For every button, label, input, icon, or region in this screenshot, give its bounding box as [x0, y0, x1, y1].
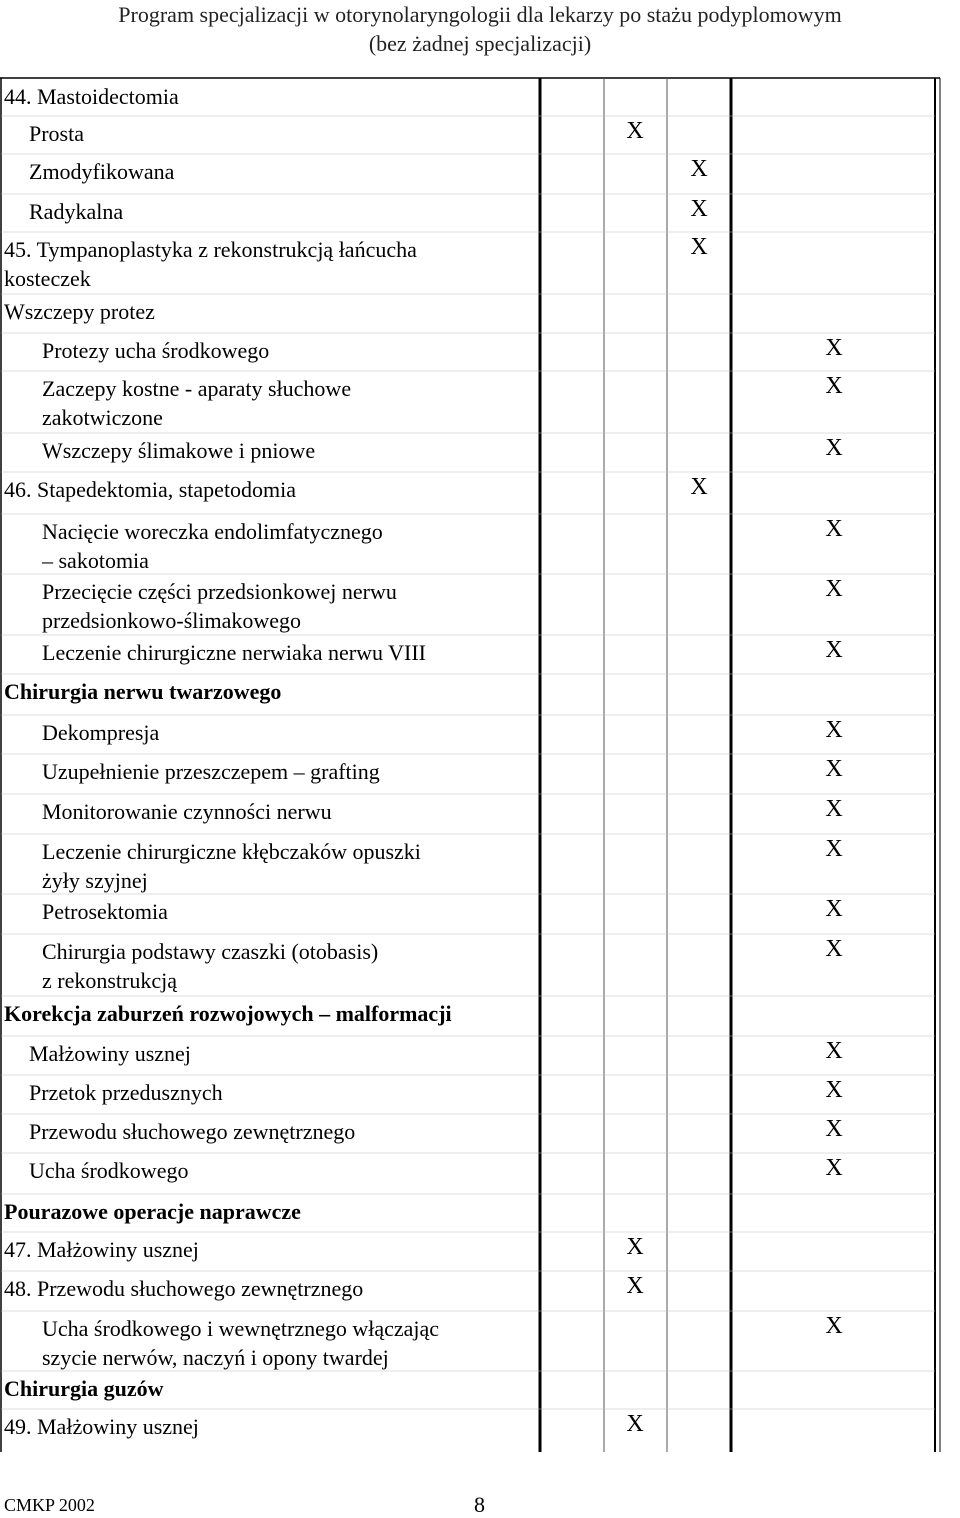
mark-x: X — [825, 1313, 843, 1339]
table-row — [0, 835, 960, 895]
procedure-label-line: 44. Mastoidectomia — [4, 84, 179, 109]
procedure-label-line: Przetok przedusznych — [29, 1080, 223, 1105]
procedure-label — [42, 638, 426, 667]
procedure-label — [4, 235, 417, 293]
procedure-label-line: Zaczepy kostne - aparaty słuchowe — [42, 376, 352, 401]
procedure-label — [42, 718, 159, 747]
mark-x: X — [825, 836, 843, 862]
table-row — [0, 716, 960, 755]
procedure-label — [42, 577, 397, 635]
procedure-label-line: Monitorowanie czynności nerwu — [42, 799, 332, 824]
procedure-label-line: Chirurgia podstawy czaszki (otobasis) — [42, 939, 379, 964]
table-row — [0, 1037, 960, 1076]
mark-x: X — [626, 1411, 644, 1437]
table-row — [0, 155, 960, 195]
mark-x: X — [626, 1273, 644, 1299]
procedure-label — [42, 837, 421, 895]
mark-x: X — [825, 373, 843, 399]
procedure-label-line: Chirurgia guzów — [4, 1376, 164, 1401]
procedure-label-line: Protezy ucha środkowego — [42, 338, 270, 363]
procedure-label-line: Przewodu słuchowego zewnętrznego — [29, 1119, 356, 1144]
mark-x: X — [825, 796, 843, 822]
procedure-label-line: Radykalna — [29, 199, 124, 224]
table-row — [0, 195, 960, 233]
procedure-label — [29, 197, 123, 226]
mark-x: X — [690, 474, 708, 500]
table-row — [0, 1410, 960, 1452]
procedure-label — [42, 1314, 439, 1372]
procedure-label-line: Ucha środkowego — [29, 1158, 189, 1183]
header-title: Program specjalizacji w otorynolaryngologii dla lekarzy po stażu podyplomowym — [118, 2, 842, 27]
procedure-label — [29, 1117, 355, 1146]
mark-x: X — [825, 576, 843, 602]
procedure-label-line: Prosta — [29, 121, 84, 146]
header-subtitle: (bez żadnej specjalizacji) — [368, 31, 592, 56]
table-row — [0, 117, 960, 155]
procedure-label — [42, 336, 269, 365]
mark-x: X — [825, 516, 843, 542]
procedure-label-line: Ucha środkowego i wewnętrznego włączając — [42, 1316, 440, 1341]
procedure-label — [42, 937, 378, 995]
procedure-label — [4, 1235, 199, 1264]
mark-x: X — [825, 936, 843, 962]
mark-x: X — [825, 1116, 843, 1142]
table-row — [0, 1115, 960, 1154]
table-row — [0, 997, 960, 1037]
table-row — [0, 233, 960, 295]
procedure-label-line: Petrosektomia — [42, 899, 168, 924]
table-row — [0, 1233, 960, 1272]
mark-x: X — [825, 335, 843, 361]
procedure-label — [4, 1274, 363, 1303]
table-row — [0, 1195, 960, 1233]
procedure-label — [29, 1039, 191, 1068]
table-row — [0, 755, 960, 795]
section-heading — [4, 677, 281, 706]
table-row — [0, 334, 960, 372]
procedure-label — [42, 374, 351, 432]
mark-x: X — [690, 156, 708, 182]
table-row — [0, 473, 960, 515]
procedure-label-line: zakotwiczone — [42, 405, 163, 430]
procedure-label — [29, 119, 84, 148]
procedure-label-line: 47. Małżowiny usznej — [4, 1237, 199, 1262]
mark-x: X — [825, 896, 843, 922]
procedure-label — [42, 517, 383, 575]
table-row — [0, 1076, 960, 1115]
procedure-label-line: Leczenie chirurgiczne nerwiaka nerwu VIII — [42, 640, 426, 665]
procedure-label — [42, 797, 332, 826]
table-row — [0, 1312, 960, 1372]
table-row — [0, 80, 960, 117]
mark-x: X — [690, 234, 708, 260]
section-heading — [4, 1374, 164, 1403]
procedure-label-line: Zmodyfikowana — [29, 159, 175, 184]
table-row — [0, 935, 960, 997]
procedure-label-line: Przecięcie części przedsionkowej nerwu — [42, 579, 397, 604]
procedure-label — [42, 436, 315, 465]
procedure-label-line: Leczenie chirurgiczne kłębczaków opuszki — [42, 839, 421, 864]
procedure-label — [29, 157, 174, 186]
mark-x: X — [825, 756, 843, 782]
table-row — [0, 372, 960, 434]
mark-x: X — [825, 435, 843, 461]
table-row — [0, 515, 960, 575]
procedure-label-line: żyły szyjnej — [42, 868, 148, 893]
mark-x: X — [825, 1077, 843, 1103]
procedure-label-line: Nacięcie woreczka endolimfatycznego — [42, 519, 383, 544]
table-row — [0, 434, 960, 473]
table-row — [0, 295, 960, 334]
mark-x: X — [825, 717, 843, 743]
mark-x: X — [825, 1038, 843, 1064]
mark-x: X — [690, 196, 708, 222]
table-row — [0, 636, 960, 675]
procedure-label-line: – sakotomia — [42, 548, 149, 573]
table-row — [0, 795, 960, 835]
procedure-label-line: Małżowiny usznej — [29, 1041, 191, 1066]
mark-x: X — [825, 637, 843, 663]
procedure-label-line: kosteczek — [4, 266, 91, 291]
table-row — [0, 1372, 960, 1410]
procedure-label — [42, 757, 380, 786]
procedure-label-line: 46. Stapedektomia, stapetodomia — [4, 477, 297, 502]
procedure-label-line: 48. Przewodu słuchowego zewnętrznego — [4, 1276, 364, 1301]
page-number: 8 — [474, 1492, 485, 1517]
section-heading — [4, 1197, 301, 1226]
procedure-label-line: 49. Małżowiny usznej — [4, 1414, 199, 1439]
footer-publisher: CMKP 2002 — [4, 1495, 95, 1515]
section-heading — [4, 999, 452, 1028]
table-row — [0, 575, 960, 636]
table-row — [0, 1272, 960, 1312]
procedure-label — [4, 82, 179, 111]
procedure-label-line: Korekcja zaburzeń rozwojowych – malformacji — [4, 1001, 452, 1026]
procedure-label — [4, 475, 296, 504]
procedure-label-line: szycie nerwów, naczyń i opony twardej — [42, 1345, 389, 1370]
procedure-label-line: 45. Tympanoplastyka z rekonstrukcją łańcucha — [4, 237, 417, 262]
mark-x: X — [626, 1234, 644, 1260]
table-row — [0, 1154, 960, 1195]
procedure-label — [29, 1156, 188, 1185]
table-row — [0, 895, 960, 935]
procedure-label-line: Pourazowe operacje naprawcze — [4, 1199, 301, 1224]
procedure-label-line: Wszczepy protez — [4, 299, 155, 324]
procedure-label — [42, 897, 168, 926]
procedure-label-line: Uzupełnienie przeszczepem – grafting — [42, 759, 380, 784]
procedure-label — [4, 297, 155, 326]
procedure-label-line: Chirurgia nerwu twarzowego — [4, 679, 282, 704]
procedure-label — [4, 1412, 199, 1441]
table-row — [0, 675, 960, 716]
mark-x: X — [825, 1155, 843, 1181]
mark-x: X — [626, 118, 644, 144]
procedure-label — [29, 1078, 223, 1107]
procedure-label-line: Wszczepy ślimakowe i pniowe — [42, 438, 316, 463]
procedure-label-line: Dekompresja — [42, 720, 160, 745]
procedure-label-line: przedsionkowo-ślimakowego — [42, 608, 302, 633]
procedure-label-line: z rekonstrukcją — [42, 968, 177, 993]
